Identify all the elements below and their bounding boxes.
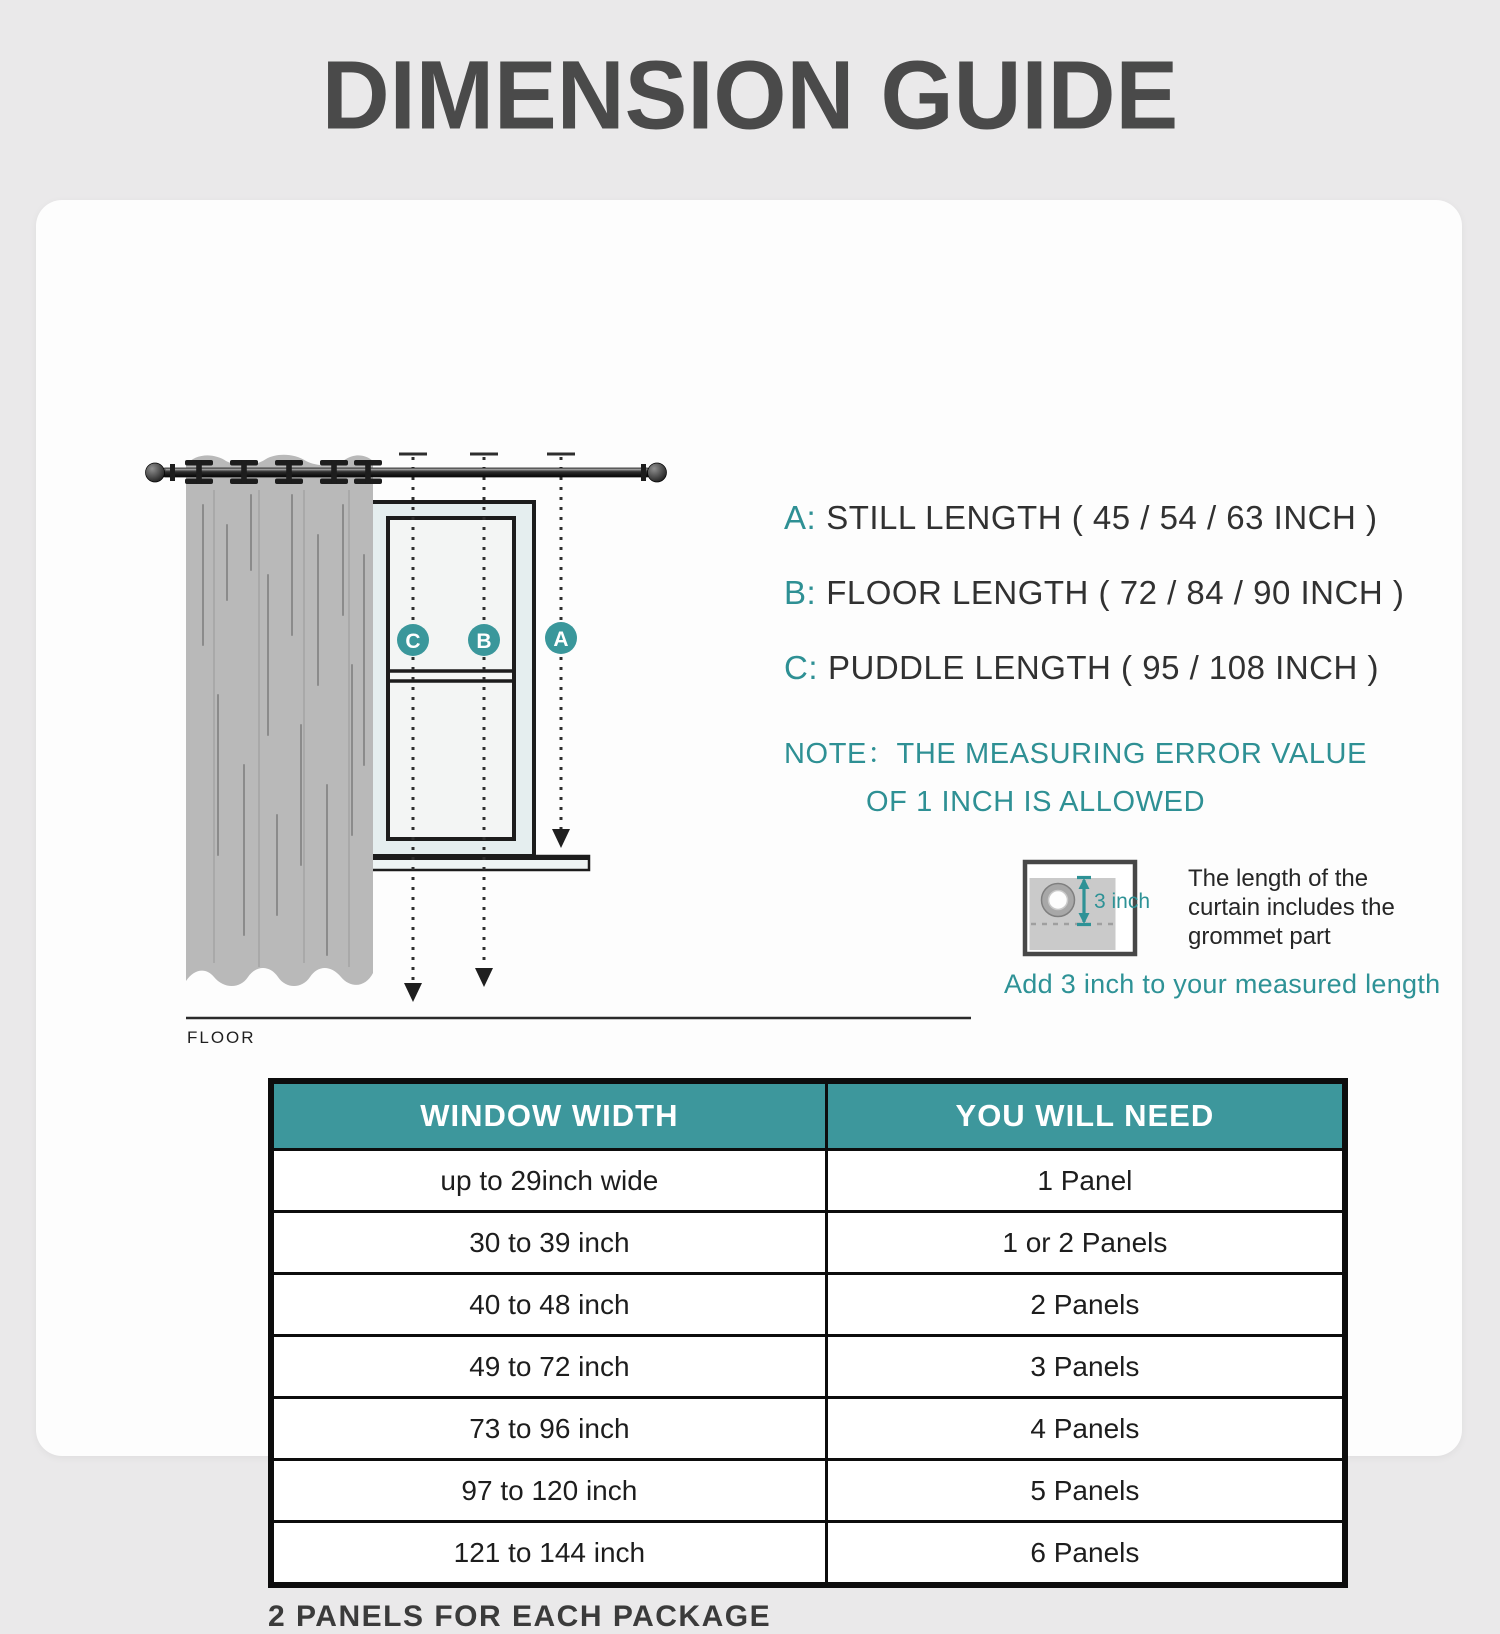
curtain-fabric-swatch xyxy=(1030,878,1116,950)
note-line-1: NOTE：THE MEASURING ERROR VALUE xyxy=(784,738,1368,770)
panels-needed-cell: 2 Panels xyxy=(826,1274,1345,1336)
length-line-a xyxy=(784,496,1377,540)
length-line-c-prefix: C: xyxy=(784,649,818,686)
table-row xyxy=(271,1274,1345,1336)
floor-label: FLOOR xyxy=(187,1028,256,1047)
page-title: DIMENSION GUIDE xyxy=(321,39,1179,150)
package-caption: 2 PANELS FOR EACH PACKAGE xyxy=(268,1600,772,1633)
grommet-tip: Add 3 inch to your measured length xyxy=(1004,969,1441,999)
panels-needed-cell: 1 or 2 Panels xyxy=(826,1212,1345,1274)
table-header-row xyxy=(271,1081,1345,1150)
window-width-cell: up to 29inch wide xyxy=(271,1150,826,1212)
grommet-description: The length of the curtain includes the grommet part xyxy=(1188,865,1395,950)
table-row xyxy=(271,1336,1345,1398)
rod-finial-right xyxy=(648,463,667,482)
length-line-b-text: FLOOR LENGTH ( 72 / 84 / 90 INCH ) xyxy=(826,574,1405,611)
length-line-a-text: STILL LENGTH ( 45 / 54 / 63 INCH ) xyxy=(826,499,1378,536)
marker-c-letter: C xyxy=(405,630,421,653)
note-line-2: OF 1 INCH IS ALLOWED xyxy=(866,786,1206,818)
arrow-b-icon xyxy=(475,968,493,987)
table-row xyxy=(271,1522,1345,1586)
length-line-a-prefix: A: xyxy=(784,499,817,536)
window-width-cell: 97 to 120 inch xyxy=(271,1460,826,1522)
length-line-b xyxy=(784,571,1404,615)
marker-a-letter: A xyxy=(553,628,569,651)
panels-needed-cell: 6 Panels xyxy=(826,1522,1345,1586)
header-you-will-need: YOU WILL NEED xyxy=(826,1081,1345,1150)
three-inch-label: 3 inch xyxy=(1094,890,1151,913)
panels-needed-cell: 4 Panels xyxy=(826,1398,1345,1460)
table-row xyxy=(271,1150,1345,1212)
panels-needed-cell: 3 Panels xyxy=(826,1336,1345,1398)
table-row xyxy=(271,1460,1345,1522)
rod-finial-left xyxy=(146,463,165,482)
window-width-cell: 121 to 144 inch xyxy=(271,1522,826,1586)
panels-needed-cell: 1 Panel xyxy=(826,1150,1345,1212)
panels-needed-cell: 5 Panels xyxy=(826,1460,1345,1522)
marker-b-letter: B xyxy=(476,630,492,653)
panel-count-table xyxy=(268,1078,1348,1588)
table-row xyxy=(271,1398,1345,1460)
table-row xyxy=(271,1212,1345,1274)
window-width-cell: 40 to 48 inch xyxy=(271,1274,826,1336)
length-line-c-text: PUDDLE LENGTH ( 95 / 108 INCH ) xyxy=(828,649,1379,686)
length-line-b-prefix: B: xyxy=(784,574,817,611)
header-window-width: WINDOW WIDTH xyxy=(271,1081,826,1150)
length-line-c xyxy=(784,646,1379,690)
arrow-c-icon xyxy=(404,983,422,1002)
arrow-a-icon xyxy=(552,829,570,848)
window-width-cell: 30 to 39 inch xyxy=(271,1212,826,1274)
window-width-cell: 49 to 72 inch xyxy=(271,1336,826,1398)
guide-card xyxy=(36,200,1462,1633)
curtain-panel xyxy=(186,455,373,986)
window-width-cell: 73 to 96 inch xyxy=(271,1398,826,1460)
